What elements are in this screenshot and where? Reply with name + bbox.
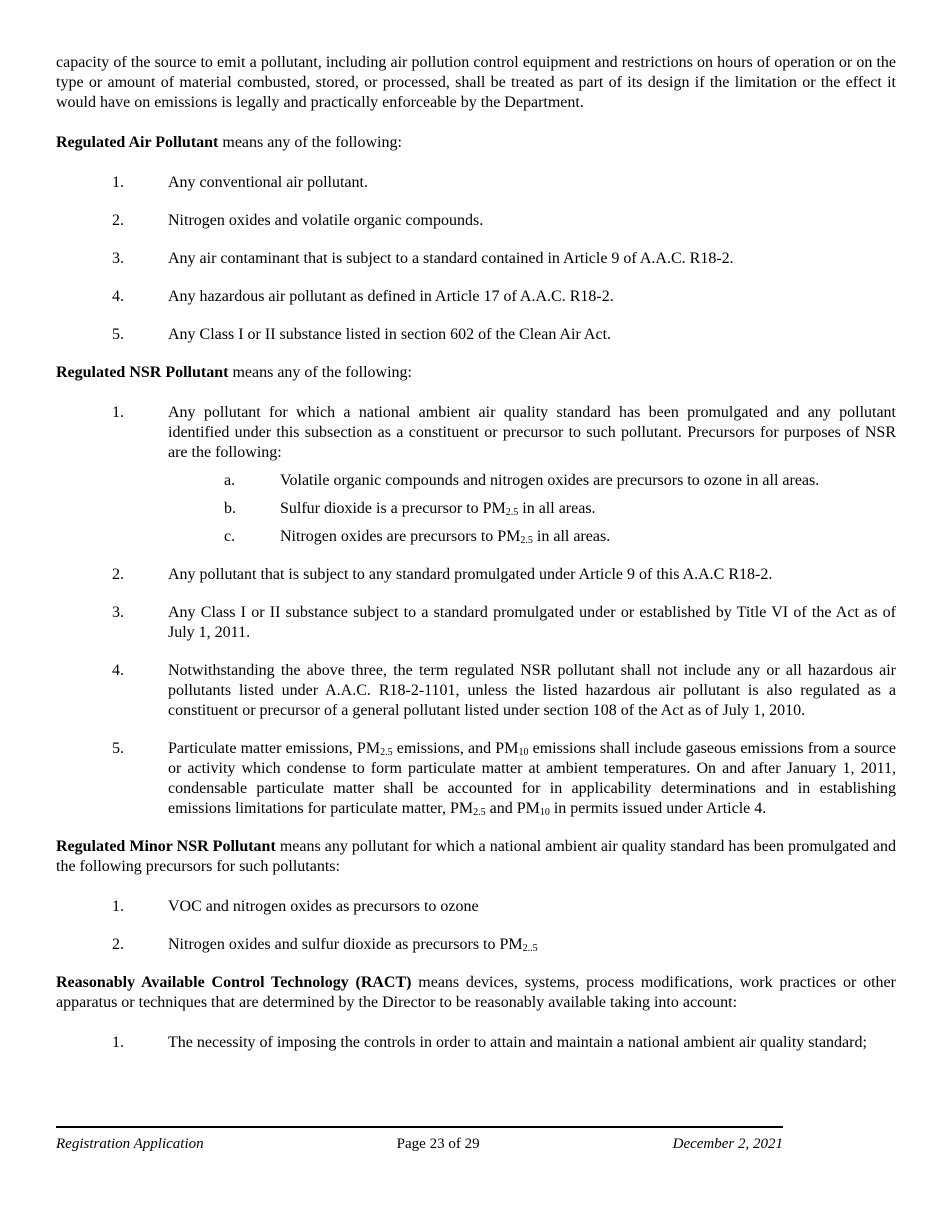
item-text: The necessity of imposing the controls in order to attain and maintain a national ambient air quality standard;	[168, 1034, 867, 1051]
item-number: 5.	[112, 740, 124, 757]
sub-item-letter: c.	[224, 528, 236, 545]
item-number: 1.	[112, 174, 124, 191]
item-number: 2.	[112, 936, 124, 953]
sub-item-text: Sulfur dioxide is a precursor to $PM_{2.5}$ in all areas.	[280, 500, 596, 518]
definition-text: means any of the following:	[218, 134, 402, 151]
sub-item	[168, 527, 896, 547]
item-text: Nitrogen oxides and volatile organic compounds.	[168, 212, 484, 229]
list-item	[56, 661, 896, 721]
footer-page-number: Page 23 of 29	[396, 1136, 480, 1152]
term: Regulated Air Pollutant	[56, 134, 219, 151]
list-item	[56, 249, 896, 269]
list-item	[56, 287, 896, 307]
ract-list	[56, 1033, 896, 1053]
sub-item	[168, 499, 896, 519]
item-text: Particulate matter emissions, $PM_{2.5}$ emissions, and $PM_{10}$ emissions shall include gaseous emissions from a source or activity which condense to form particulate matter at ambient temperatures. On and after January 1, 2011, condensable particulate matter shall be accounted for in applicability determinations and in establishing emissions limitations for particulate matter, $PM_{2.5}$ and $PM_{10}$ in permits issued under Article 4.	[168, 740, 897, 818]
regulated-nsr-pollutant-list	[56, 403, 896, 819]
list-item	[56, 603, 896, 643]
item-number: 1.	[112, 404, 124, 421]
page-footer	[56, 1126, 783, 1154]
item-text: Any Class I or II substance listed in section 602 of the Clean Air Act.	[168, 326, 612, 343]
item-number: 5.	[112, 326, 124, 343]
term: Regulated Minor NSR Pollutant	[56, 838, 276, 855]
sub-item	[168, 471, 896, 491]
document-page	[56, 53, 896, 1071]
item-text: VOC and nitrogen oxides as precursors to ozone	[168, 898, 479, 915]
list-item	[56, 325, 896, 345]
item-text: Any air contaminant that is subject to a standard contained in Article 9 of A.A.C. R18-2.	[168, 250, 734, 267]
list-item	[56, 403, 896, 547]
footer-date: December 2, 2021	[672, 1136, 783, 1152]
sub-item-letter: b.	[224, 500, 236, 517]
item-text: Notwithstanding the above three, the term regulated NSR pollutant shall not include any or all hazardous air pollutants listed under A.A.C. R18-2-1101, unless the listed hazardous air pollutant is also regulated as a constituent or precursor of a general pollutant listed under section 108 of the Act as of July 1, 2010.	[168, 662, 896, 719]
item-number: 3.	[112, 604, 124, 621]
list-item	[56, 565, 896, 585]
regulated-air-pollutant-list	[56, 173, 896, 345]
intro-paragraph: capacity of the source to emit a pollutant, including air pollution control equipment and restrictions on hours of operation or on the type or amount of material combusted, stored, or processed, shall be treated as part of its design if the limitation or the effect it would have on emissions is legally and practically enforceable by the Department.	[56, 54, 896, 111]
sub-item-text: Volatile organic compounds and nitrogen oxides are precursors to ozone in all areas.	[280, 472, 820, 489]
definition-text: means devices, systems, process modifications, work practices or other apparatus or techniques that are determined by the Director to be reasonably available taking into account:	[56, 974, 896, 1011]
item-text: Any hazardous air pollutant as defined in Article 17 of A.A.C. R18-2.	[168, 288, 614, 305]
list-item	[56, 897, 896, 917]
item-text: Nitrogen oxides and sulfur dioxide as precursors to $PM_{2..5}$	[168, 936, 538, 954]
item-number: 1.	[112, 898, 124, 915]
sub-item-letter: a.	[224, 472, 236, 489]
list-item	[56, 739, 896, 819]
item-number: 2.	[112, 566, 124, 583]
item-text: Any pollutant that is subject to any standard promulgated under Article 9 of this A.A.C R18-2.	[168, 566, 773, 583]
definition-ract	[56, 973, 896, 1013]
item-body	[168, 403, 896, 547]
definition-text: means any of the following:	[228, 364, 412, 381]
item-number: 1.	[112, 1034, 124, 1051]
term: Reasonably Available Control Technology (RACT)	[56, 974, 412, 991]
definition-text: means any pollutant for which a national ambient air quality standard has been promulgated and the following precursors for such pollutants:	[56, 838, 896, 875]
item-text: Any conventional air pollutant.	[168, 174, 368, 191]
item-number: 2.	[112, 212, 124, 229]
item-number: 4.	[112, 662, 124, 679]
item-number: 4.	[112, 288, 124, 305]
item-text: Any Class I or II substance subject to a standard promulgated under or established by Title VI of the Act as of July 1, 2011.	[168, 604, 896, 641]
item-number: 3.	[112, 250, 124, 267]
list-item	[56, 211, 896, 231]
regulated-minor-nsr-pollutant-list	[56, 897, 896, 955]
definition-regulated-air-pollutant	[56, 133, 896, 153]
list-item	[56, 173, 896, 193]
list-item	[56, 935, 896, 955]
footer-document-title: Registration Application	[56, 1136, 204, 1152]
sub-item-text: Nitrogen oxides are precursors to $PM_{2.5}$ in all areas.	[280, 528, 611, 546]
term: Regulated NSR Pollutant	[56, 364, 229, 381]
definition-regulated-nsr-pollutant	[56, 363, 896, 383]
definition-regulated-minor-nsr-pollutant	[56, 837, 896, 877]
item-text: Any pollutant for which a national ambient air quality standard has been promulgated and any pollutant identified under this subsection as a constituent or precursor to such pollutant. Precursors for purposes of NSR are the following:	[168, 404, 896, 461]
list-item	[56, 1033, 896, 1053]
